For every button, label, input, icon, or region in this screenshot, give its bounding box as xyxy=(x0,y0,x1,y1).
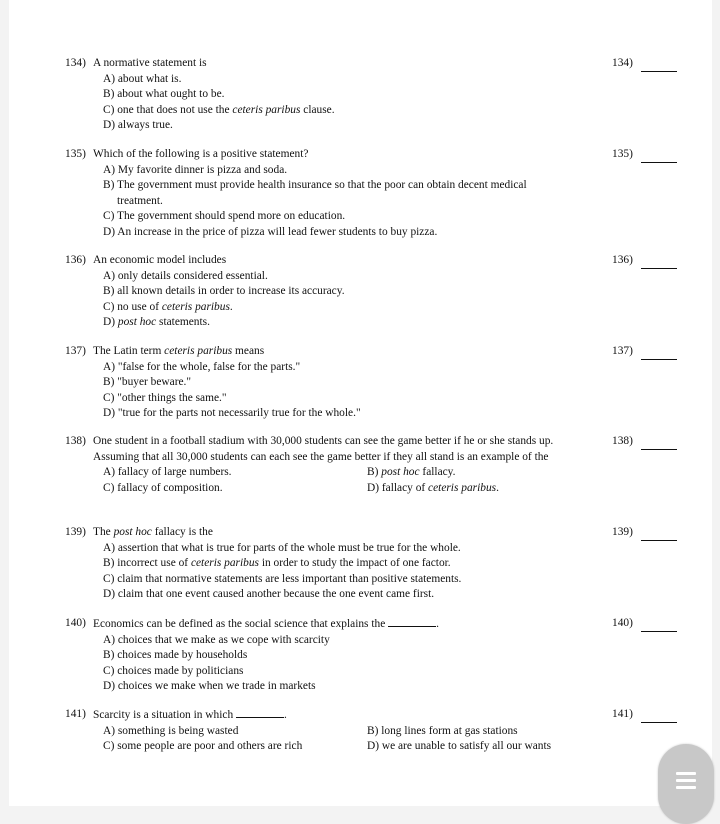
option-c: C) some people are poor and others are rich xyxy=(103,740,303,753)
option-c: C) The government should spend more on education. xyxy=(103,210,346,223)
option-a: A) choices that we make as we cope with scarcity xyxy=(103,633,330,646)
question-stem: One student in a football stadium with 30,000 students can see the game better if he or she stands up. Assuming that all 30,000 students can each see the game better if they all stand is an example of the xyxy=(93,435,554,463)
option-d: D) An increase in the price of pizza will lead fewer students to buy pizza. xyxy=(103,225,438,238)
question-140 xyxy=(65,616,685,695)
question-134 xyxy=(65,56,685,134)
option-a: A) only details considered essential. xyxy=(103,269,268,282)
option-d: D) claim that one event caused another because the one event came first. xyxy=(103,588,435,601)
option-b: B) long lines form at gas stations xyxy=(367,724,518,737)
option-a: A) "false for the whole, false for the parts." xyxy=(103,360,301,373)
answer-blank-140[interactable]: 140) xyxy=(612,616,677,632)
grip-icon xyxy=(676,772,696,775)
answer-blank-141[interactable]: 141) xyxy=(612,707,677,723)
question-stem: Economics can be defined as the social science that explains the . xyxy=(93,618,439,630)
option-a: A) about what is. xyxy=(103,72,182,85)
answer-blank-137[interactable]: 137) xyxy=(612,344,677,360)
option-c: C) choices made by politicians xyxy=(103,664,244,677)
question-141 xyxy=(65,707,685,755)
question-number: 141) xyxy=(65,708,86,720)
option-b: B) post hoc fallacy. xyxy=(367,466,456,479)
question-stem: An economic model includes xyxy=(93,254,227,266)
question-139 xyxy=(65,525,685,603)
fill-in-blank xyxy=(388,616,436,627)
fill-in-blank xyxy=(236,707,284,718)
option-b: B) about what ought to be. xyxy=(103,88,225,101)
answer-blank-139[interactable]: 139) xyxy=(612,525,677,541)
question-number: 135) xyxy=(65,148,86,160)
answer-blank-134[interactable]: 134) xyxy=(612,56,677,72)
option-b: B) The government must provide health insurance so that the poor can obtain decent medical xyxy=(103,179,527,192)
option-a: A) something is being wasted xyxy=(103,724,239,737)
option-b-continuation: treatment. xyxy=(117,194,163,207)
option-c: C) claim that normative statements are less important than positive statements. xyxy=(103,572,462,585)
option-a: A) fallacy of large numbers. xyxy=(103,466,232,479)
question-number: 140) xyxy=(65,617,86,629)
option-c: C) "other things the same." xyxy=(103,391,227,404)
option-c: C) no use of ceteris paribus. xyxy=(103,300,233,313)
option-b: B) "buyer beware." xyxy=(103,376,192,389)
option-b: B) all known details in order to increase its accuracy. xyxy=(103,285,345,298)
scroll-handle[interactable] xyxy=(658,744,714,824)
question-137 xyxy=(65,344,685,422)
question-number: 136) xyxy=(65,254,86,266)
question-number: 134) xyxy=(65,57,86,69)
option-b: B) incorrect use of ceteris paribus in order to study the impact of one factor. xyxy=(103,557,451,570)
option-a: A) assertion that what is true for parts of the whole must be true for the whole. xyxy=(103,541,461,554)
question-138 xyxy=(65,434,685,496)
question-number: 137) xyxy=(65,345,86,357)
answer-blank-135[interactable]: 135) xyxy=(612,147,677,163)
grip-icon xyxy=(676,779,696,782)
question-stem: The post hoc fallacy is the xyxy=(93,526,213,538)
question-stem: Scarcity is a situation in which . xyxy=(93,709,287,721)
option-a: A) My favorite dinner is pizza and soda. xyxy=(103,163,288,176)
option-d: D) post hoc statements. xyxy=(103,316,210,329)
option-b: B) choices made by households xyxy=(103,649,248,662)
question-stem: The Latin term ceteris paribus means xyxy=(93,345,265,357)
option-d: D) we are unable to satisfy all our wants xyxy=(367,740,552,753)
option-d: D) fallacy of ceteris paribus. xyxy=(367,481,499,494)
option-d: D) choices we make when we trade in markets xyxy=(103,680,316,693)
question-number: 138) xyxy=(65,435,86,447)
question-136 xyxy=(65,253,685,331)
question-number: 139) xyxy=(65,526,86,538)
question-135 xyxy=(65,147,685,241)
question-stem: Which of the following is a positive statement? xyxy=(93,148,309,160)
answer-blank-138[interactable]: 138) xyxy=(612,434,677,450)
option-c: C) one that does not use the ceteris paribus clause. xyxy=(103,103,335,116)
grip-icon xyxy=(676,786,696,789)
question-stem: A normative statement is xyxy=(93,57,207,69)
answer-blank-136[interactable]: 136) xyxy=(612,253,677,269)
option-d: D) "true for the parts not necessarily true for the whole." xyxy=(103,407,361,420)
option-c: C) fallacy of composition. xyxy=(103,481,223,494)
option-d: D) always true. xyxy=(103,119,173,132)
